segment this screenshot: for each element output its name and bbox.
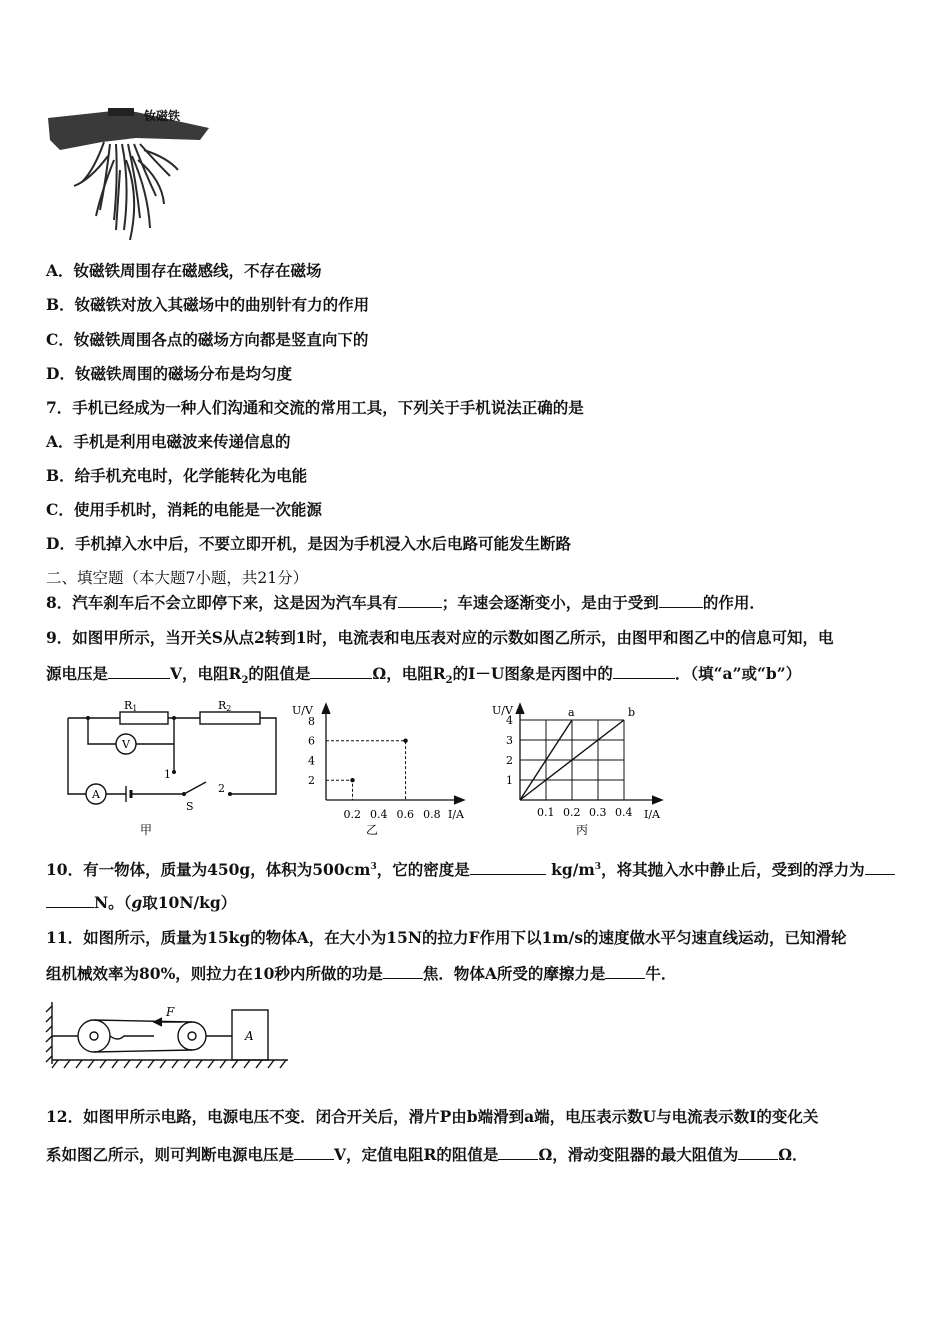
q9-sub-2: 2 bbox=[445, 675, 453, 687]
q9-text-2: V，电阻R bbox=[170, 664, 242, 683]
bing-series-label-a: a bbox=[568, 706, 575, 719]
q9-blank-curve[interactable] bbox=[613, 664, 675, 679]
q6-option-c: C．钕磁铁周围各点的磁场方向都是竖直向下的 bbox=[46, 330, 369, 349]
r2-subscript: 2 bbox=[226, 704, 232, 713]
bing-ytick-3: 1 bbox=[506, 774, 513, 787]
q8-text-1: 8．汽车刹车后不会立即停下来，这是因为汽车具有 bbox=[46, 593, 398, 612]
yi-ytick-1: 6 bbox=[308, 734, 315, 748]
q10-line-1 bbox=[46, 857, 895, 880]
q12-blank-resistance[interactable] bbox=[498, 1145, 538, 1160]
q12-blank-voltage[interactable] bbox=[294, 1145, 334, 1160]
q12-line-2 bbox=[46, 1145, 808, 1165]
switch-pos-2: 2 bbox=[218, 782, 225, 795]
fig-bing-caption: 丙 bbox=[576, 823, 589, 837]
bing-xtick-2: 0.3 bbox=[589, 806, 607, 819]
bing-series-label-b: b bbox=[628, 706, 636, 719]
q9-line-1: 9．如图甲所示，当开关S从点2转到1时，电流表和电压表对应的示数如图乙所示，由图甲和图乙中的信息可知，电 bbox=[46, 628, 834, 647]
chart-bing bbox=[490, 700, 680, 840]
q7-option-d: D．手机掉入水中后，不要立即开机，是因为手机浸入水后电路可能发生断路 bbox=[46, 534, 571, 553]
q12-line-1: 12．如图甲所示电路，电源电压不变．闭合开关后，滑片P由b端滑到a端，电压表示数U与电流表示数I的变化关 bbox=[46, 1107, 819, 1126]
q9-text-5: 的I－U图象是丙图中的 bbox=[452, 664, 613, 683]
q12-blank-max-resistance[interactable] bbox=[738, 1145, 778, 1160]
q7-option-c: C．使用手机时，消耗的电能是一次能源 bbox=[46, 500, 322, 519]
fig-jia-caption: 甲 bbox=[140, 823, 153, 837]
q10-text-1: 10．有一物体，质量为450g，体积为500cm bbox=[46, 860, 371, 880]
svg-text:R2 bbox=[218, 699, 231, 713]
q10-text-4: ，将其抛入水中静止后，受到的浮力为 bbox=[601, 860, 865, 880]
resistor-r2 bbox=[200, 712, 260, 724]
block-label: A bbox=[245, 1029, 254, 1043]
bing-ytick-2: 2 bbox=[506, 754, 513, 767]
q7-option-b: B．给手机充电时，化学能转化为电能 bbox=[46, 466, 308, 485]
q11-line-2 bbox=[46, 964, 676, 984]
q10-sup-1: 3 bbox=[370, 862, 377, 872]
yi-ytick-2: 4 bbox=[308, 754, 315, 768]
yi-guide-1 bbox=[326, 741, 406, 800]
q7-option-a: A．手机是利用电磁波来传递信息的 bbox=[46, 432, 291, 451]
circuit-figure-jia bbox=[60, 698, 285, 840]
q6-option-a: A．钕磁铁周围存在磁感线，不存在磁场 bbox=[46, 261, 322, 280]
q10-sup-2: 3 bbox=[594, 862, 602, 872]
voltmeter-label: V bbox=[122, 738, 130, 751]
q10-blank-density[interactable] bbox=[470, 860, 546, 875]
pulley-figure bbox=[44, 996, 294, 1072]
q12-text-4: Ω． bbox=[778, 1145, 808, 1164]
bing-xtick-1: 0.2 bbox=[563, 806, 581, 819]
q10-line-2 bbox=[46, 893, 236, 913]
r2-label: R bbox=[218, 699, 227, 712]
bing-ytick-1: 3 bbox=[506, 734, 513, 747]
yi-ytick-3: 2 bbox=[308, 774, 315, 788]
q10-g-symbol: g bbox=[131, 893, 143, 912]
resistor-r1 bbox=[120, 712, 168, 724]
bing-ylabel: U/V bbox=[492, 704, 513, 717]
q9-text-3: 的阻值是 bbox=[248, 664, 311, 683]
yi-point-1 bbox=[403, 739, 407, 743]
r1-label: R bbox=[124, 699, 133, 712]
q9-sub-1: 2 bbox=[241, 675, 249, 687]
bing-ytick-0: 4 bbox=[506, 714, 513, 727]
yi-ylabel: U/V bbox=[292, 704, 313, 717]
moving-pulley bbox=[178, 1022, 206, 1050]
bing-xtick-0: 0.1 bbox=[537, 806, 555, 819]
yi-xtick-2: 0.6 bbox=[396, 808, 415, 821]
force-label: F bbox=[166, 1005, 175, 1019]
q12-text-3: Ω，滑动变阻器的最大阻值为 bbox=[538, 1145, 739, 1164]
magnet-figure bbox=[44, 100, 216, 245]
ammeter-label: A bbox=[92, 788, 100, 801]
yi-xtick-1: 0.4 bbox=[370, 808, 388, 821]
r1-subscript: 1 bbox=[132, 704, 138, 713]
q8-blank-1[interactable] bbox=[398, 593, 442, 608]
q9-blank-resistance[interactable] bbox=[310, 664, 372, 679]
yi-xtick-3: 0.8 bbox=[423, 808, 441, 821]
q8-text-3: 的作用． bbox=[702, 593, 765, 612]
q10-text-5: N。（ bbox=[94, 893, 132, 912]
q9-text-1: 源电压是 bbox=[46, 664, 109, 683]
q8-blank-2[interactable] bbox=[659, 593, 703, 608]
q12-text-2: V，定值电阻R的阻值是 bbox=[334, 1145, 499, 1164]
q7-stem: 7．手机已经成为一种人们沟通和交流的常用工具，下列关于手机说法正确的是 bbox=[46, 398, 584, 417]
yi-xtick-0: 0.2 bbox=[343, 808, 362, 821]
q10-blank-buoyancy-cont[interactable] bbox=[46, 893, 94, 908]
q9-blank-voltage[interactable] bbox=[108, 664, 170, 679]
q11-blank-friction[interactable] bbox=[605, 964, 645, 979]
yi-xlabel: I/A bbox=[448, 808, 464, 821]
bing-xtick-3: 0.4 bbox=[615, 806, 633, 819]
yi-point-0 bbox=[350, 778, 354, 782]
q9-line-2 bbox=[46, 664, 801, 691]
q10-blank-buoyancy[interactable] bbox=[865, 860, 895, 875]
chart-yi bbox=[290, 700, 480, 840]
q6-option-d: D．钕磁铁周围的磁场分布是均匀度 bbox=[46, 364, 292, 383]
q8-text-2: ；车速会逐渐变小，是由于受到 bbox=[441, 593, 659, 612]
magnet-label: 钕磁铁 bbox=[144, 109, 181, 123]
switch-label: S bbox=[186, 800, 194, 813]
q10-text-2: ，它的密度是 bbox=[376, 860, 470, 880]
q11-line-1: 11．如图所示，质量为15kg的物体A，在大小为15N的拉力F作用下以1m/s的速度做水平匀速直线运动，已知滑轮 bbox=[46, 928, 847, 947]
paper-clips bbox=[74, 142, 178, 240]
q11-blank-work[interactable] bbox=[383, 964, 423, 979]
switch-pos-1: 1 bbox=[164, 768, 171, 781]
q11-text-1: 组机械效率为80%，则拉力在10秒内所做的功是 bbox=[46, 964, 383, 983]
yi-guide-0 bbox=[326, 780, 353, 800]
section-heading: 二、填空题（本大题7小题，共21分） bbox=[46, 569, 309, 587]
fixed-pulley bbox=[78, 1020, 110, 1052]
q9-text-6: ．（填“a”或“b”） bbox=[674, 664, 802, 683]
bing-xlabel: I/A bbox=[644, 808, 660, 821]
q6-option-b: B．钕磁铁对放入其磁场中的曲别针有力的作用 bbox=[46, 295, 370, 314]
yi-ytick-0: 8 bbox=[308, 714, 315, 728]
question-8 bbox=[46, 593, 765, 613]
q9-text-4: Ω，电阻R bbox=[372, 664, 446, 683]
q12-text-1: 系如图乙所示，则可判断电源电压是 bbox=[46, 1145, 295, 1164]
q11-text-3: 牛． bbox=[645, 964, 677, 983]
q10-text-3: kg/m bbox=[551, 860, 595, 880]
svg-text:R1 bbox=[124, 699, 137, 713]
q10-text-6: 取10N/kg） bbox=[142, 893, 237, 912]
fig-yi-caption: 乙 bbox=[366, 823, 379, 837]
q11-text-2: 焦．物体A所受的摩擦力是 bbox=[422, 964, 606, 983]
